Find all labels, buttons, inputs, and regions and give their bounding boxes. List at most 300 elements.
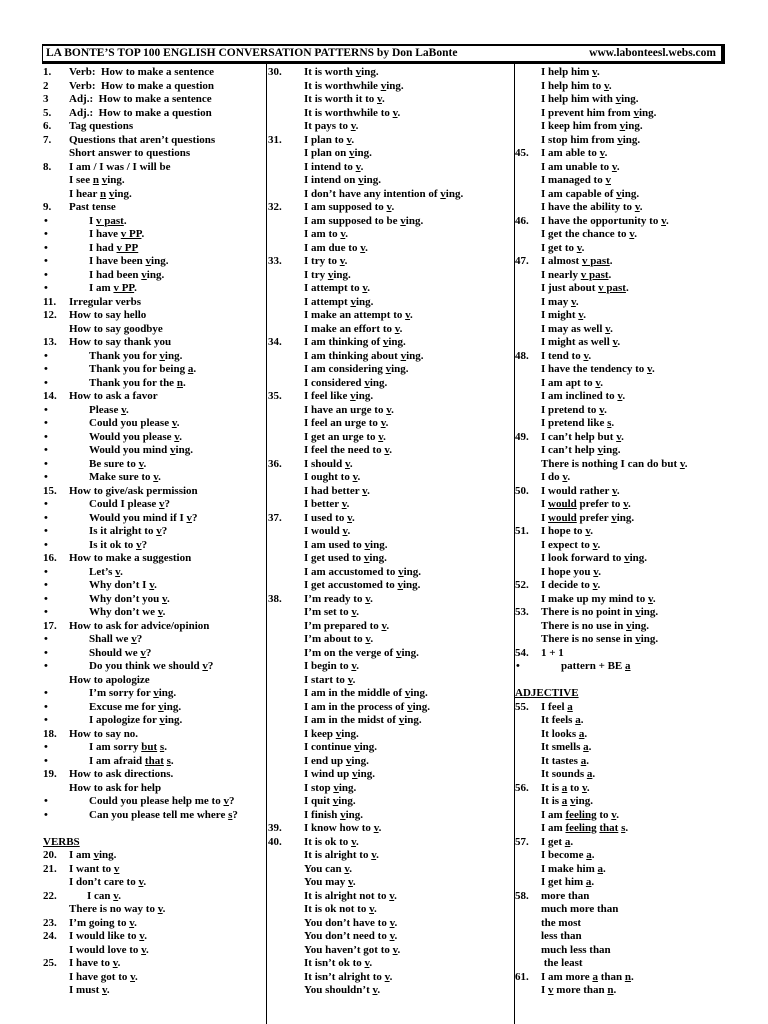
pattern-line [268, 431, 514, 445]
pattern-line [43, 363, 265, 377]
pattern-text: I have the tendency to v. [541, 363, 655, 375]
pattern-text: I apologize for ving. [89, 714, 183, 726]
pattern-line [43, 296, 265, 310]
pattern-text: There is no use in ving. [541, 619, 649, 632]
pattern-number: 9. [43, 201, 52, 213]
pattern-text: I have been ving. [89, 255, 169, 267]
pattern-line [268, 944, 514, 958]
column-divider [266, 64, 267, 1024]
pattern-line [268, 417, 514, 431]
pattern-text: I nearly v past. [541, 268, 612, 281]
pattern-line [43, 134, 265, 148]
pattern-text: I attempt ving. [304, 295, 374, 308]
pattern-line [515, 188, 765, 202]
pattern-text: I expect to v. [541, 538, 601, 551]
pattern-line [515, 782, 765, 796]
pattern-line [268, 633, 514, 647]
pattern-line [43, 336, 265, 350]
pattern-text: It is a ving. [541, 795, 593, 807]
pattern-line [268, 930, 514, 944]
pattern-text: I help him v. [541, 66, 600, 78]
pattern-text: I’m ready to v. [304, 592, 373, 605]
pattern-line [515, 431, 765, 445]
pattern-line [43, 282, 265, 296]
bullet: • [44, 282, 48, 294]
pattern-line [515, 890, 765, 904]
pattern-text: I might v. [541, 309, 586, 321]
pattern-line [43, 188, 265, 202]
pattern-text: Would you please v. [89, 430, 182, 443]
pattern-number: 16. [43, 552, 57, 564]
pattern-number: 20. [43, 849, 57, 861]
pattern-line [43, 242, 265, 256]
pattern-text: It looks a. [541, 727, 588, 740]
pattern-text: I stop ving. [304, 781, 357, 794]
bullet: • [44, 795, 48, 807]
pattern-text: How to say thank you [69, 336, 172, 348]
pattern-line [43, 795, 265, 809]
column-2 [268, 66, 514, 1024]
pattern-line [268, 795, 514, 809]
pattern-text: I end up ving. [304, 754, 369, 767]
pattern-line [268, 93, 514, 107]
bullet: • [44, 592, 48, 605]
pattern-text: I don’t have any intention of ving. [304, 187, 464, 200]
bullet: • [44, 471, 48, 483]
pattern-text: I may as well v. [541, 322, 613, 335]
pattern-text: I am capable of ving. [541, 187, 640, 200]
pattern-text: I am in the midst of ving. [304, 714, 422, 726]
pattern-text: I make an effort to v. [304, 322, 403, 335]
bullet: • [44, 255, 48, 267]
pattern-text: It is worthwhile to v. [304, 106, 401, 119]
pattern-line [268, 876, 514, 890]
pattern-line [268, 525, 514, 539]
pattern-line [515, 863, 765, 877]
pattern-line [268, 323, 514, 337]
pattern-text: I am unable to v. [541, 160, 620, 173]
pattern-text: I attempt to v. [304, 282, 371, 294]
pattern-line [268, 552, 514, 566]
pattern-text: I plan to v. [304, 133, 355, 146]
pattern-line [43, 539, 265, 553]
pattern-line [268, 174, 514, 188]
pattern-line [43, 390, 265, 404]
pattern-line [268, 377, 514, 391]
pattern-text: I am accustomed to ving. [304, 565, 422, 578]
pattern-line [43, 890, 265, 904]
pattern-line [268, 606, 514, 620]
pattern-number: 36. [268, 457, 282, 470]
pattern-line [43, 957, 265, 971]
pattern-text: Why don’t you v. [89, 592, 170, 605]
pattern-number: 35. [268, 390, 282, 402]
pattern-line [43, 633, 265, 647]
pattern-line [268, 741, 514, 755]
pattern-line [268, 566, 514, 580]
pattern-number: 50. [515, 484, 529, 497]
pattern-line [515, 215, 765, 229]
pattern-line [268, 471, 514, 485]
pattern-text: Would you mind ving. [89, 444, 193, 456]
pattern-text: There is nothing I can do but v. [541, 457, 688, 470]
pattern-line [43, 984, 265, 998]
pattern-text: I must v. [69, 984, 110, 996]
column-1 [43, 66, 265, 1024]
pattern-line [43, 485, 265, 499]
pattern-line [268, 336, 514, 350]
pattern-text: I considered ving. [304, 376, 388, 389]
pattern-line [515, 728, 765, 742]
pattern-text: I am in the process of ving. [304, 700, 431, 713]
pattern-text: Could you please help me to v? [89, 795, 235, 807]
pattern-line [515, 471, 765, 485]
pattern-line [515, 539, 765, 553]
pattern-line [43, 822, 265, 836]
pattern-line [268, 647, 514, 661]
pattern-text: It is worth it to v. [304, 93, 385, 105]
pattern-text: I quit ving. [304, 795, 356, 807]
pattern-text: It feels a. [541, 714, 584, 726]
pattern-text: I should v. [304, 457, 353, 470]
bullet: • [44, 376, 48, 389]
pattern-text: Why don’t we v. [89, 606, 166, 618]
pattern-text: I am supposed to v. [304, 201, 395, 213]
pattern-line [43, 215, 265, 229]
pattern-number: 47. [515, 255, 529, 267]
pattern-text: Verb: How to make a question [69, 79, 215, 92]
pattern-line [43, 512, 265, 526]
pattern-line [268, 660, 514, 674]
pattern-number: 31. [268, 133, 282, 146]
pattern-text: I wind up ving. [304, 768, 375, 780]
pattern-text: I do v. [541, 471, 571, 483]
pattern-text: I know how to v. [304, 822, 382, 834]
document-title: LA BONTE’S TOP 100 ENGLISH CONVERSATION PATTERNS by Don LaBonte [46, 47, 458, 59]
pattern-text: I had v PP [89, 241, 139, 254]
section-title: ADJECTIVE [515, 687, 579, 699]
pattern-text: I almost v past. [541, 255, 613, 267]
column-3 [515, 66, 765, 1024]
pattern-text: I am ving. [69, 849, 117, 861]
pattern-number: 17. [43, 619, 57, 632]
pattern-line [268, 822, 514, 836]
pattern-text: Is it alright to v? [89, 525, 168, 537]
pattern-text: I used to v. [304, 511, 355, 524]
pattern-text: I’m about to v. [304, 633, 374, 645]
pattern-number: 13. [43, 336, 57, 348]
pattern-line [43, 674, 265, 688]
pattern-text: There is no point in ving. [541, 606, 659, 618]
pattern-text: I help him with ving. [541, 93, 639, 105]
pattern-line [515, 647, 765, 661]
pattern-number: 30. [268, 66, 282, 78]
pattern-text: I can’t help but v. [541, 430, 624, 443]
pattern-line [43, 903, 265, 917]
pattern-line [43, 755, 265, 769]
pattern-number: 52. [515, 579, 529, 591]
pattern-line [43, 93, 265, 107]
bullet: • [44, 268, 48, 281]
pattern-line [268, 485, 514, 499]
pattern-text: It is ok not to v. [304, 903, 377, 915]
pattern-line [268, 404, 514, 418]
pattern-line [43, 687, 265, 701]
pattern-line [515, 660, 765, 674]
pattern-line [268, 809, 514, 823]
pattern-line [43, 525, 265, 539]
pattern-text: Be sure to v. [89, 457, 147, 470]
pattern-text: I ought to v. [304, 471, 361, 483]
pattern-text: much less than [541, 943, 611, 956]
pattern-number: 12. [43, 309, 57, 321]
pattern-text: It isn’t alright to v. [304, 970, 393, 983]
pattern-line [43, 714, 265, 728]
pattern-text: I had been ving. [89, 268, 165, 281]
pattern-line [515, 917, 765, 931]
bullet: • [44, 808, 48, 821]
pattern-number: 22. [43, 889, 57, 902]
pattern-line [515, 957, 765, 971]
pattern-text: I am used to ving. [304, 538, 388, 551]
pattern-text: I prevent him from ving. [541, 106, 657, 119]
bullet: • [44, 687, 48, 699]
pattern-text: I am to v. [304, 228, 349, 240]
pattern-line [268, 728, 514, 742]
pattern-line [515, 971, 765, 985]
pattern-line [43, 309, 265, 323]
pattern-line [43, 80, 265, 94]
pattern-line [515, 701, 765, 715]
pattern-line [268, 215, 514, 229]
pattern-text: I try ving. [304, 268, 351, 281]
pattern-text: I am thinking of ving. [304, 336, 406, 348]
bullet: • [44, 417, 48, 429]
pattern-line [515, 174, 765, 188]
pattern-text: There is no sense in ving. [541, 633, 659, 645]
pattern-text: How to ask for advice/opinion [69, 619, 210, 632]
pattern-text: I v past. [89, 214, 127, 227]
pattern-text: I get an urge to v. [304, 430, 386, 443]
pattern-text: I feel the need to v. [304, 444, 392, 456]
pattern-text: I would love to v. [69, 943, 149, 956]
pattern-line [515, 323, 765, 337]
pattern-text: I make an attempt to v. [304, 309, 413, 321]
pattern-line [268, 687, 514, 701]
pattern-text: I continue ving. [304, 741, 378, 753]
pattern-text: How to make a suggestion [69, 552, 192, 564]
pattern-text: I am in the middle of ving. [304, 687, 428, 699]
pattern-number: 24. [43, 930, 57, 942]
pattern-number: 46. [515, 214, 529, 227]
pattern-line [268, 309, 514, 323]
pattern-text: How to give/ask permission [69, 484, 198, 497]
pattern-text: I am able to v. [541, 147, 608, 159]
pattern-number: 23. [43, 916, 57, 929]
pattern-text: I’m prepared to v. [304, 619, 390, 632]
pattern-text: I am afraid that s. [89, 754, 174, 767]
pattern-line [268, 80, 514, 94]
pattern-number: 14. [43, 390, 57, 402]
pattern-line [268, 620, 514, 634]
pattern-line [43, 971, 265, 985]
bullet: • [44, 565, 48, 578]
pattern-line [268, 188, 514, 202]
pattern-text: I am considering ving. [304, 363, 409, 375]
pattern-text: I get a. [541, 835, 574, 848]
pattern-line [268, 255, 514, 269]
pattern-line [515, 566, 765, 580]
pattern-number: 21. [43, 862, 57, 875]
pattern-line [43, 566, 265, 580]
pattern-text: I decide to v. [541, 579, 601, 591]
pattern-text: It is alright to v. [304, 849, 379, 861]
pattern-line [43, 741, 265, 755]
pattern-line [43, 944, 265, 958]
pattern-text: Irregular verbs [69, 295, 141, 308]
section-title: VERBS [43, 835, 80, 848]
pattern-line [515, 593, 765, 607]
pattern-text: You don’t need to v. [304, 930, 398, 942]
bullet: • [44, 606, 48, 618]
pattern-text: It is alright not to v. [304, 889, 397, 902]
pattern-line [268, 444, 514, 458]
pattern-text: I become a. [541, 849, 595, 861]
pattern-line [515, 903, 765, 917]
pattern-line [43, 782, 265, 796]
pattern-line [515, 822, 765, 836]
pattern-text: How to ask a favor [69, 390, 158, 402]
pattern-text: I make up my mind to v. [541, 592, 656, 605]
pattern-text: I hope you v. [541, 565, 601, 578]
pattern-line [268, 714, 514, 728]
bullet: • [44, 700, 48, 713]
pattern-text: Let’s v. [89, 565, 123, 578]
pattern-line [515, 525, 765, 539]
pattern-line [43, 620, 265, 634]
pattern-line [515, 876, 765, 890]
pattern-line [268, 363, 514, 377]
pattern-text: I help him to v. [541, 79, 612, 92]
pattern-number: 7. [43, 133, 52, 146]
pattern-line [268, 984, 514, 998]
pattern-line [43, 579, 265, 593]
pattern-text: I would like to v. [69, 930, 147, 942]
pattern-line [515, 849, 765, 863]
pattern-line [43, 107, 265, 121]
pattern-line [43, 458, 265, 472]
pattern-text: Is it ok to v? [89, 538, 148, 551]
pattern-line [515, 417, 765, 431]
pattern-text: Adj.: How to make a question [69, 106, 212, 119]
pattern-line [43, 174, 265, 188]
pattern-line [268, 890, 514, 904]
section-heading [515, 687, 765, 701]
pattern-line [43, 269, 265, 283]
pattern-line [268, 242, 514, 256]
pattern-line [515, 620, 765, 634]
pattern-line [515, 579, 765, 593]
pattern-text: more than [541, 889, 590, 902]
pattern-text: the least [541, 957, 583, 969]
pattern-line [43, 201, 265, 215]
pattern-text: I feel an urge to v. [304, 417, 389, 429]
pattern-line [515, 944, 765, 958]
pattern-line [43, 660, 265, 674]
pattern-text: I might as well v. [541, 336, 621, 348]
pattern-text: Would you mind if I v? [89, 511, 198, 524]
pattern-line [268, 768, 514, 782]
bullet: • [44, 525, 48, 537]
pattern-line [515, 741, 765, 755]
pattern-line [515, 309, 765, 323]
pattern-text: Questions that aren’t questions [69, 133, 216, 146]
pattern-line [515, 444, 765, 458]
bullet: • [44, 228, 48, 240]
pattern-number: 55. [515, 700, 529, 713]
pattern-line [43, 350, 265, 364]
pattern-line [515, 80, 765, 94]
pattern-line [43, 377, 265, 391]
pattern-text: I’m set to v. [304, 606, 360, 618]
pattern-number: 49. [515, 430, 529, 443]
pattern-text: How to say goodbye [69, 322, 163, 335]
pattern-text: I have to v. [69, 957, 121, 969]
bullet: • [44, 403, 48, 416]
pattern-text: You haven’t got to v. [304, 943, 401, 956]
pattern-line [268, 863, 514, 877]
pattern-text: It pays to v. [304, 120, 359, 132]
pattern-text: much more than [541, 903, 619, 915]
pattern-line [268, 282, 514, 296]
pattern-line [515, 377, 765, 391]
pattern-line [268, 849, 514, 863]
pattern-text: Why don’t I v. [89, 579, 157, 591]
pattern-text: There is no way to v. [69, 903, 166, 915]
bullet: • [44, 660, 48, 672]
pattern-text: It sounds a. [541, 768, 596, 780]
pattern-line [43, 768, 265, 782]
pattern-number: 18. [43, 727, 57, 740]
pattern-text: I am feeling that s. [541, 822, 629, 834]
pattern-line [515, 336, 765, 350]
pattern-text: Please v. [89, 403, 129, 416]
pattern-text: How to ask for help [69, 781, 162, 794]
website-url: www.labonteesl.webs.com [589, 47, 716, 59]
bullet: • [44, 754, 48, 767]
pattern-text: I begin to v. [304, 660, 360, 672]
pattern-text: I may v. [541, 295, 579, 308]
pattern-line [43, 606, 265, 620]
pattern-line [268, 782, 514, 796]
pattern-text: I can’t help ving. [541, 444, 621, 456]
pattern-text: How to apologize [69, 673, 150, 686]
pattern-text: I get him a. [541, 876, 595, 888]
pattern-line [43, 728, 265, 742]
pattern-text: Verb: How to make a sentence [69, 66, 215, 78]
bullet: • [44, 511, 48, 524]
pattern-number: 33. [268, 255, 282, 267]
pattern-text: I feel like ving. [304, 390, 374, 402]
pattern-line [43, 849, 265, 863]
pattern-line [43, 930, 265, 944]
pattern-text: It smells a. [541, 741, 592, 753]
pattern-text: I have got to v. [69, 970, 138, 983]
pattern-line [268, 579, 514, 593]
pattern-text: I don’t care to v. [69, 876, 147, 888]
bullet: • [44, 633, 48, 645]
pattern-line [515, 147, 765, 161]
